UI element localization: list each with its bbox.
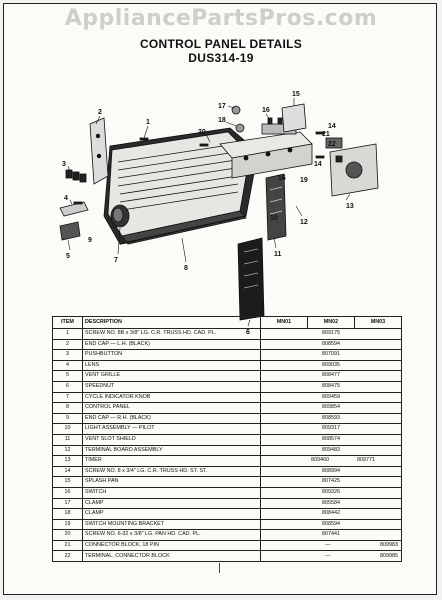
timer-part [330,144,378,196]
callout-11: 11 [274,251,282,258]
part-number-all: 809459 [322,393,340,400]
item-number-cell: 5 [53,371,83,382]
description-cell: CONTROL PANEL [83,403,261,414]
callout-2: 2 [98,109,102,116]
part-number-cell [261,519,402,530]
vent-slot-shield-part [266,174,286,240]
part-number-all: 809854 [322,404,340,411]
col-header-mn03: MN03 [355,317,402,329]
item-number-cell: 14 [53,466,83,477]
callout-8: 8 [184,265,188,272]
item-number-cell: 12 [53,445,83,456]
part-number-cell [261,413,402,424]
callout-10: 10 [270,215,278,222]
part-number-all: 808594 [322,340,340,347]
table-row [53,498,402,509]
part-number-cell [261,329,402,340]
part-number-cell [261,403,402,414]
item-number-cell: 20 [53,530,83,541]
col-header-mn01: MN01 [261,317,308,329]
item-number-cell: 11 [53,434,83,445]
description-cell: CYCLE INDICATOR KNOB [83,392,261,403]
callout-19: 19 [300,177,308,184]
col-header-description: DESCRIPTION [83,317,261,329]
table-row [53,413,402,424]
end-cap-left-part [90,118,108,184]
callout-21: 21 [322,131,330,138]
table-row [53,477,402,488]
description-cell: TERMINAL, CONNECTOR BLOCK [83,551,261,562]
callout-15: 15 [292,91,300,98]
description-cell: LIGHT ASSEMBLY — PILOT [83,424,261,435]
description-cell: PUSHBUTTON [83,350,261,361]
table-row [53,519,402,530]
description-cell: SPLASH PAN [83,477,261,488]
part-number-all: 809483 [322,446,340,453]
part-number-cell [261,392,402,403]
part-number-all: 808442 [322,510,340,517]
callout-3: 3 [62,161,66,168]
part-number-cell [261,381,402,392]
part-number-all: 809175 [322,330,340,337]
description-cell: CLAMP [83,509,261,520]
description-cell: SCREW NO. 6-32 x 3/8" LG. PAN HD. CAD. PL. [83,530,261,541]
end-cap-right-part [238,238,264,320]
parts-list-table [52,316,402,562]
table-row [53,371,402,382]
item-number-cell: 15 [53,477,83,488]
description-cell: CLAMP [83,498,261,509]
callout-22: 22 [328,141,336,148]
item-number-cell: 1 [53,329,83,340]
table-row [53,456,402,467]
part-number-na: — [325,552,331,559]
callout-16b: 16 [278,175,286,182]
part-number-cell [261,498,402,509]
cycle-indicator-knob-part [111,205,129,227]
table-row [53,360,402,371]
callout-6: 6 [246,329,250,336]
item-number-cell: 2 [53,339,83,350]
table-row [53,403,402,414]
table-row [53,392,402,403]
part-number-cell [261,339,402,350]
description-cell: TERMINAL BOARD ASSEMBLY [83,445,261,456]
part-number-all: 808574 [322,436,340,443]
callout-14: 14 [328,123,336,130]
lens-part [60,202,88,240]
part-number-cell [261,360,402,371]
description-cell: VENT SLOT SHIELD [83,434,261,445]
table-header-row [53,317,402,329]
part-number-mn03: 809985 [380,552,398,559]
part-number-cell [261,456,402,467]
callout-12: 12 [300,219,308,226]
description-cell: SWITCH MOUNTING BRACKET [83,519,261,530]
callout-20: 20 [198,129,206,136]
item-number-cell: 7 [53,392,83,403]
item-number-cell: 10 [53,424,83,435]
table-row [53,487,402,498]
item-number-cell: 16 [53,487,83,498]
callout-14b: 14 [314,161,322,168]
table-row [53,350,402,361]
part-number-all: 808994 [322,467,340,474]
part-number-mn01: 809460 [311,457,329,464]
item-number-cell: 4 [53,360,83,371]
part-number-all: 805584 [322,499,340,506]
part-number-all: 807441 [322,531,340,538]
part-number-all: 808594 [322,520,340,527]
item-number-cell: 21 [53,540,83,551]
part-number-cell [261,466,402,477]
part-number-all: 807425 [322,478,340,485]
part-number-cell [261,424,402,435]
description-cell: END CAP — R.H. (BLACK) [83,413,261,424]
description-cell: SPEEDNUT [83,381,261,392]
callout-13: 13 [346,203,354,210]
part-number-cell [261,434,402,445]
item-number-cell: 19 [53,519,83,530]
part-number-cell [261,487,402,498]
callout-5: 5 [66,253,70,260]
callout-9: 9 [88,237,92,244]
description-cell: CONNECTOR BLOCK, 18 PIN [83,540,261,551]
diagram-title: CONTROL PANEL DETAILS [139,37,303,51]
table-row [53,381,402,392]
part-number-all: 808475 [322,383,340,390]
part-number-cell [261,509,402,520]
col-header-mn02: MN02 [308,317,355,329]
part-number-cell [261,530,402,541]
callout-7: 7 [114,257,118,264]
part-number-all: 809326 [322,489,340,495]
table-row [53,329,402,340]
description-cell: END CAP — L.H. (BLACK) [83,339,261,350]
clamp-part [232,106,244,132]
model-number: DUS314-19 [188,51,254,65]
part-number-all: 808477 [322,372,340,379]
table-row [53,424,402,435]
part-number-na: — [325,541,331,548]
item-number-cell: 13 [53,456,83,467]
part-number-cell [261,540,402,551]
table-row [53,551,402,562]
description-cell: SCREW NO. 8B x 3/8" LG. C.R. TRUSS HD. CAD. PL. [83,329,261,340]
description-cell: TIMER [83,456,261,467]
part-number-cell [261,477,402,488]
watermark: AppliancePartsPros.com [64,6,378,31]
part-number-all: 807091 [322,351,340,358]
callout-16: 16 [262,107,270,114]
description-cell: LENS [83,360,261,371]
callout-18: 18 [218,117,226,124]
part-number-mn03: 809771 [357,457,375,464]
item-number-cell: 9 [53,413,83,424]
parts-table-body [53,329,402,562]
item-number-cell: 8 [53,403,83,414]
item-number-cell: 6 [53,381,83,392]
table-row [53,530,402,541]
part-number-mn03: 809983 [380,541,398,548]
footer-mark [219,563,220,573]
table-row [53,434,402,445]
part-number-cell [261,551,402,562]
callout-4: 4 [64,195,68,202]
col-header-item: ITEM [53,317,83,329]
part-number-cell [261,371,402,382]
pushbutton-part [66,170,86,182]
part-number-all: 809035 [322,361,340,368]
table-row [53,339,402,350]
table-row [53,509,402,520]
description-cell: SWITCH [83,487,261,498]
callout-17: 17 [218,103,226,110]
table-row [53,466,402,477]
table-row [53,445,402,456]
part-number-all: 808593 [322,414,340,421]
table-row [53,540,402,551]
item-number-cell: 18 [53,509,83,520]
description-cell: VENT GRILLE [83,371,261,382]
description-cell: SCREW NO. 8 x 3/4" LG. C.R. TRUSS HD. ST. ST. [83,466,261,477]
item-number-cell: 22 [53,551,83,562]
splash-pan-part [282,104,306,132]
item-number-cell: 17 [53,498,83,509]
part-number-all: 809317 [322,425,340,432]
item-number-cell: 3 [53,350,83,361]
part-number-cell [261,445,402,456]
part-number-cell [261,350,402,361]
callout-1: 1 [146,119,150,126]
